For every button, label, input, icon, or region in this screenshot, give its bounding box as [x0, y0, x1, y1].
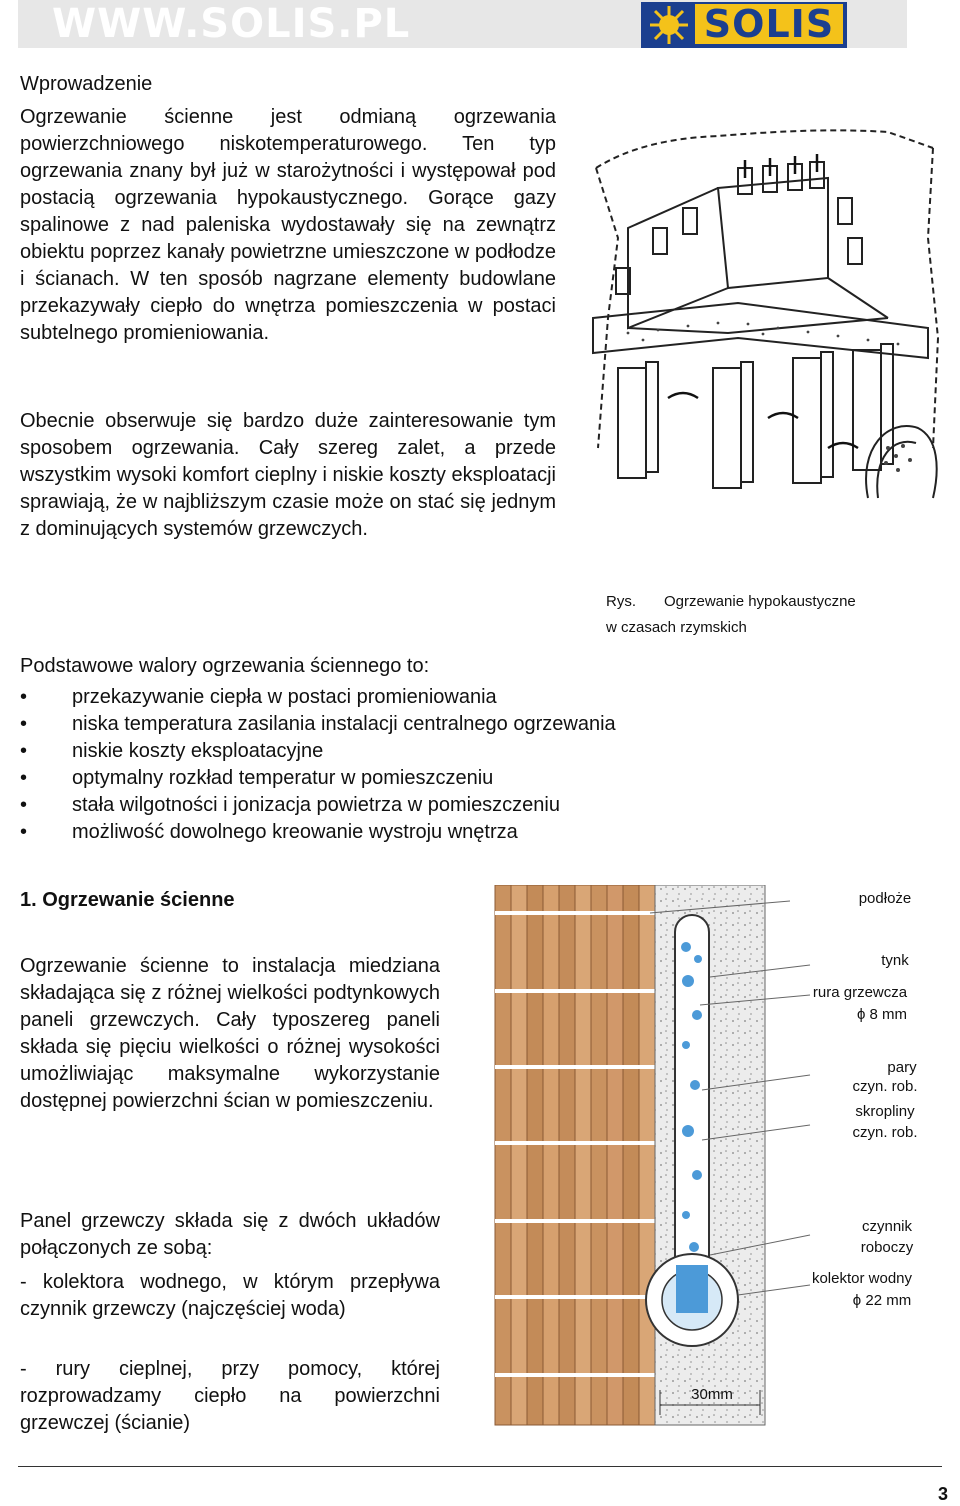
list-item: • możliwość dowolnego kreowanie wystroju wnętrza: [20, 819, 740, 846]
wall-panel-diagram: [490, 885, 930, 1430]
label-kolektor: kolektor wodny: [811, 1270, 913, 1287]
label-podloze: podłoże: [858, 890, 912, 907]
list-item: • niskie koszty eksploatacyjne: [20, 738, 740, 765]
hypocaust-illustration: [588, 118, 940, 518]
list-item: • przekazywanie ciepła w postaci promieniowania: [20, 684, 740, 711]
section-1-heading: 1. Ogrzewanie ścienne: [20, 889, 235, 911]
section-1-item-heat-pipe: - rury cieplnej, przy pomocy, której rozprowadzamy ciepło na powierzchni grzewczej (ścianie): [20, 1358, 440, 1434]
page-number: 3: [937, 1484, 948, 1504]
intro-paragraph-2: Obecnie obserwuje się bardzo duże zainteresowanie tym sposobem ogrzewania. Cały szereg zalet, a przede wszystkim wysoki komfort cieplny i niskie koszty eksploatacji sprawiają, że w najbliższym czasie może on stać się jednym z dominujących systemów grzewczych.: [20, 410, 556, 540]
list-item: • niska temperatura zasilania instalacji centralnego ogrzewania: [20, 711, 740, 738]
section-1-paragraph-1: Ogrzewanie ścienne to instalacja miedziana składająca się z różnej wielkości podtynkowych paneli grzewczych. Cały typoszereg paneli składa się pięciu wielkości o różnej wysokości umożliwiając maksymalne wykorzystanie dostępnej powierzchni ścian w pomieszczeniu.: [20, 955, 440, 1112]
advantages-list: [20, 684, 740, 846]
label-skropliny: skropliny: [855, 1103, 915, 1120]
label-skropliny-sub: czyn. rob.: [852, 1124, 918, 1141]
list-item: • optymalny rozkład temperatur w pomieszczeniu: [20, 765, 740, 792]
figure-1-caption-line-2: w czasach rzymskich: [606, 619, 747, 636]
figure-1-caption-line-1: Ogrzewanie hypokaustyczne: [664, 593, 856, 610]
list-item: • stała wilgotności i jonizacja powietrza w pomieszczeniu: [20, 792, 740, 819]
site-url[interactable]: WWW.SOLIS.PL: [52, 1, 411, 47]
section-1-item-collector: - kolektora wodnego, w którym przepływa czynnik grzewczy (najczęściej woda): [20, 1271, 440, 1320]
sun-icon: [647, 4, 691, 46]
intro-paragraph-1: Ogrzewanie ścienne jest odmianą ogrzewania powierzchniowego niskotemperaturowego. Ten typ ogrzewania znany był już w starożytności i występował pod postacią ogrzewania hypokaustycznego. Gorące gazy spalinowe z nad paleniska wydostawały się na zewnątrz obiektu poprzez kanały powietrzne umieszczone w podłodze i ścianach. W ten sposób nagrzane elementy budowlane przekazywały ciepło do wnętrza pomieszczenia w postaci subtelnego promieniowania.: [20, 106, 556, 344]
label-rura: rura grzewcza: [812, 984, 908, 1001]
figure-1-caption-prefix: Rys.: [606, 593, 636, 610]
label-dimension: 30mm: [691, 1386, 733, 1403]
label-kolektor-diameter: ϕ 22 mm: [852, 1292, 912, 1309]
advantages-intro: Podstawowe walory ogrzewania ściennego to:: [20, 655, 430, 677]
label-tynk: tynk: [881, 952, 909, 969]
section-1-paragraph-2: Panel grzewczy składa się z dwóch układów połączonych ze sobą:: [20, 1210, 440, 1259]
label-czynnik: czynnik: [861, 1218, 913, 1235]
label-pary: pary: [887, 1059, 917, 1076]
label-pary-sub: czyn. rob.: [852, 1078, 918, 1095]
label-czynnik-sub: roboczy: [860, 1239, 914, 1256]
label-rura-diameter: ϕ 8 mm: [856, 1006, 908, 1023]
footer-divider: [18, 1466, 942, 1467]
intro-title: Wprowadzenie: [20, 73, 153, 95]
solis-logo-text: SOLIS: [695, 4, 843, 44]
